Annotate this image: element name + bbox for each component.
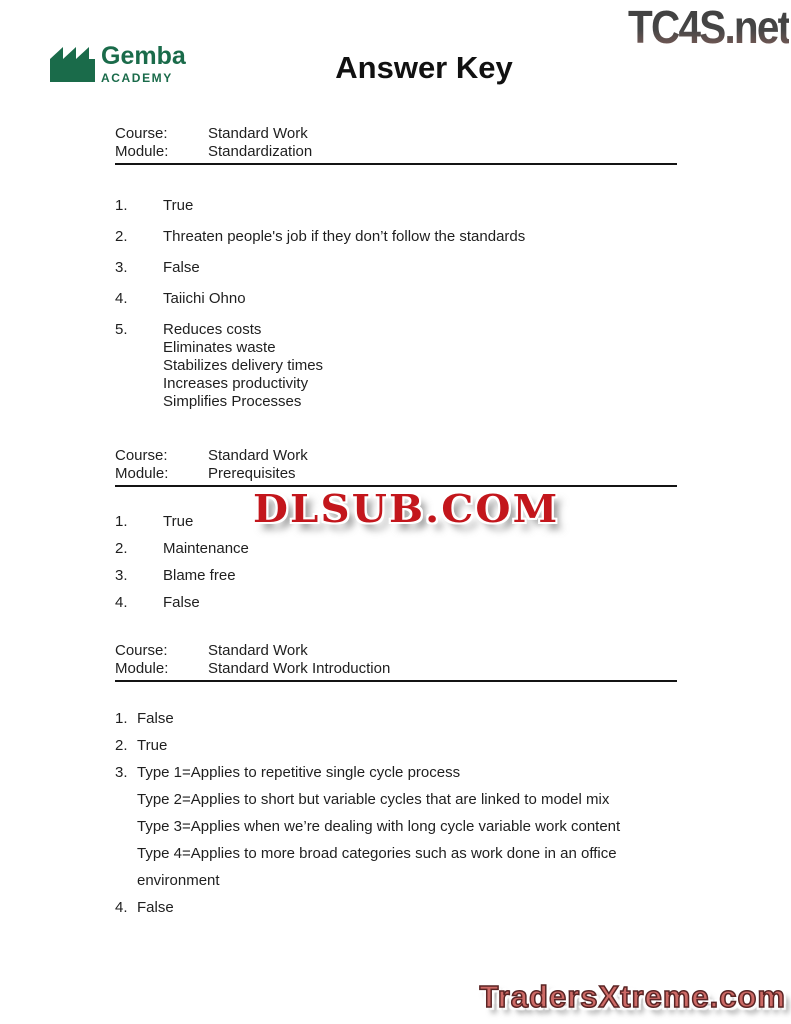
answer-item xyxy=(115,321,677,411)
answer-text: Stabilizes delivery times xyxy=(163,357,324,374)
page-title: Answer Key xyxy=(335,50,513,85)
answer-item xyxy=(115,737,677,764)
answer-number: 1. xyxy=(115,710,128,727)
answer-list xyxy=(115,197,677,411)
answer-number: 5. xyxy=(115,321,128,338)
answer-text: Type 3=Applies when we’re dealing with long cycle variable work content xyxy=(137,818,621,835)
answer-text: Threaten people's job if they don’t follow the standards xyxy=(163,228,526,245)
section-header xyxy=(115,447,677,487)
section-standardization xyxy=(115,125,677,411)
answer-text: Blame free xyxy=(163,567,236,584)
answer-number: 2. xyxy=(115,228,128,245)
answer-text: Simplifies Processes xyxy=(163,393,302,410)
answer-item xyxy=(115,228,677,246)
section-standard-work-introduction xyxy=(115,642,677,926)
answer-number: 2. xyxy=(115,737,128,754)
module-label: Module: xyxy=(115,143,169,160)
answer-number: 2. xyxy=(115,540,128,557)
course-label: Course: xyxy=(115,642,168,659)
answer-text: False xyxy=(163,259,200,276)
answer-text: False xyxy=(163,594,200,611)
answer-text: Maintenance xyxy=(163,540,249,557)
answer-number: 3. xyxy=(115,567,128,584)
logo-title: Gemba xyxy=(101,42,186,70)
course-value: Standard Work xyxy=(208,642,308,659)
answer-number: 1. xyxy=(115,197,128,214)
answer-number: 4. xyxy=(115,899,128,916)
module-value: Standardization xyxy=(208,143,313,160)
course-value: Standard Work xyxy=(208,125,308,142)
answer-item xyxy=(115,567,677,585)
answer-item xyxy=(115,290,677,308)
answer-number: 3. xyxy=(115,764,128,781)
watermark-tradersxtreme: TradersXtreme.com xyxy=(479,979,786,1014)
answer-text: Type 4=Applies to more broad categories such as work done in an office xyxy=(137,845,617,862)
section-header xyxy=(115,125,677,165)
answer-item xyxy=(115,197,677,215)
answer-text: Reduces costs xyxy=(163,321,262,338)
answer-item xyxy=(115,764,677,899)
answer-text: Eliminates waste xyxy=(163,339,276,356)
answer-item xyxy=(115,710,677,737)
answer-item xyxy=(115,899,677,926)
answer-text: environment xyxy=(137,872,220,889)
answer-item xyxy=(115,540,677,558)
answer-text: Type 2=Applies to short but variable cycles that are linked to model mix xyxy=(137,791,610,808)
answer-text: False xyxy=(137,899,174,916)
course-label: Course: xyxy=(115,125,168,142)
answer-number: 3. xyxy=(115,259,128,276)
section-header xyxy=(115,642,677,682)
module-value: Prerequisites xyxy=(208,465,296,482)
watermark-tc4s: TC4S.net xyxy=(627,1,789,53)
answer-text: True xyxy=(163,197,194,214)
answer-number: 4. xyxy=(115,594,128,611)
module-label: Module: xyxy=(115,660,169,677)
answer-text: Increases productivity xyxy=(163,375,309,392)
answer-number: 4. xyxy=(115,290,128,307)
answer-text: True xyxy=(163,513,194,530)
watermark-dlsub: DLSUB.COM xyxy=(253,486,560,531)
section-divider xyxy=(115,163,677,165)
module-value: Standard Work Introduction xyxy=(208,660,391,677)
answer-item xyxy=(115,259,677,277)
course-label: Course: xyxy=(115,447,168,464)
section-divider xyxy=(115,680,677,682)
logo-subtitle: ACADEMY xyxy=(101,71,173,85)
answer-number: 1. xyxy=(115,513,128,530)
answer-text: False xyxy=(137,710,174,727)
module-label: Module: xyxy=(115,465,169,482)
course-value: Standard Work xyxy=(208,447,308,464)
answer-text: Taiichi Ohno xyxy=(163,290,246,307)
answer-item xyxy=(115,594,677,612)
answer-text: Type 1=Applies to repetitive single cycle process xyxy=(137,764,461,781)
answer-list xyxy=(115,710,677,926)
answer-text: True xyxy=(137,737,168,754)
